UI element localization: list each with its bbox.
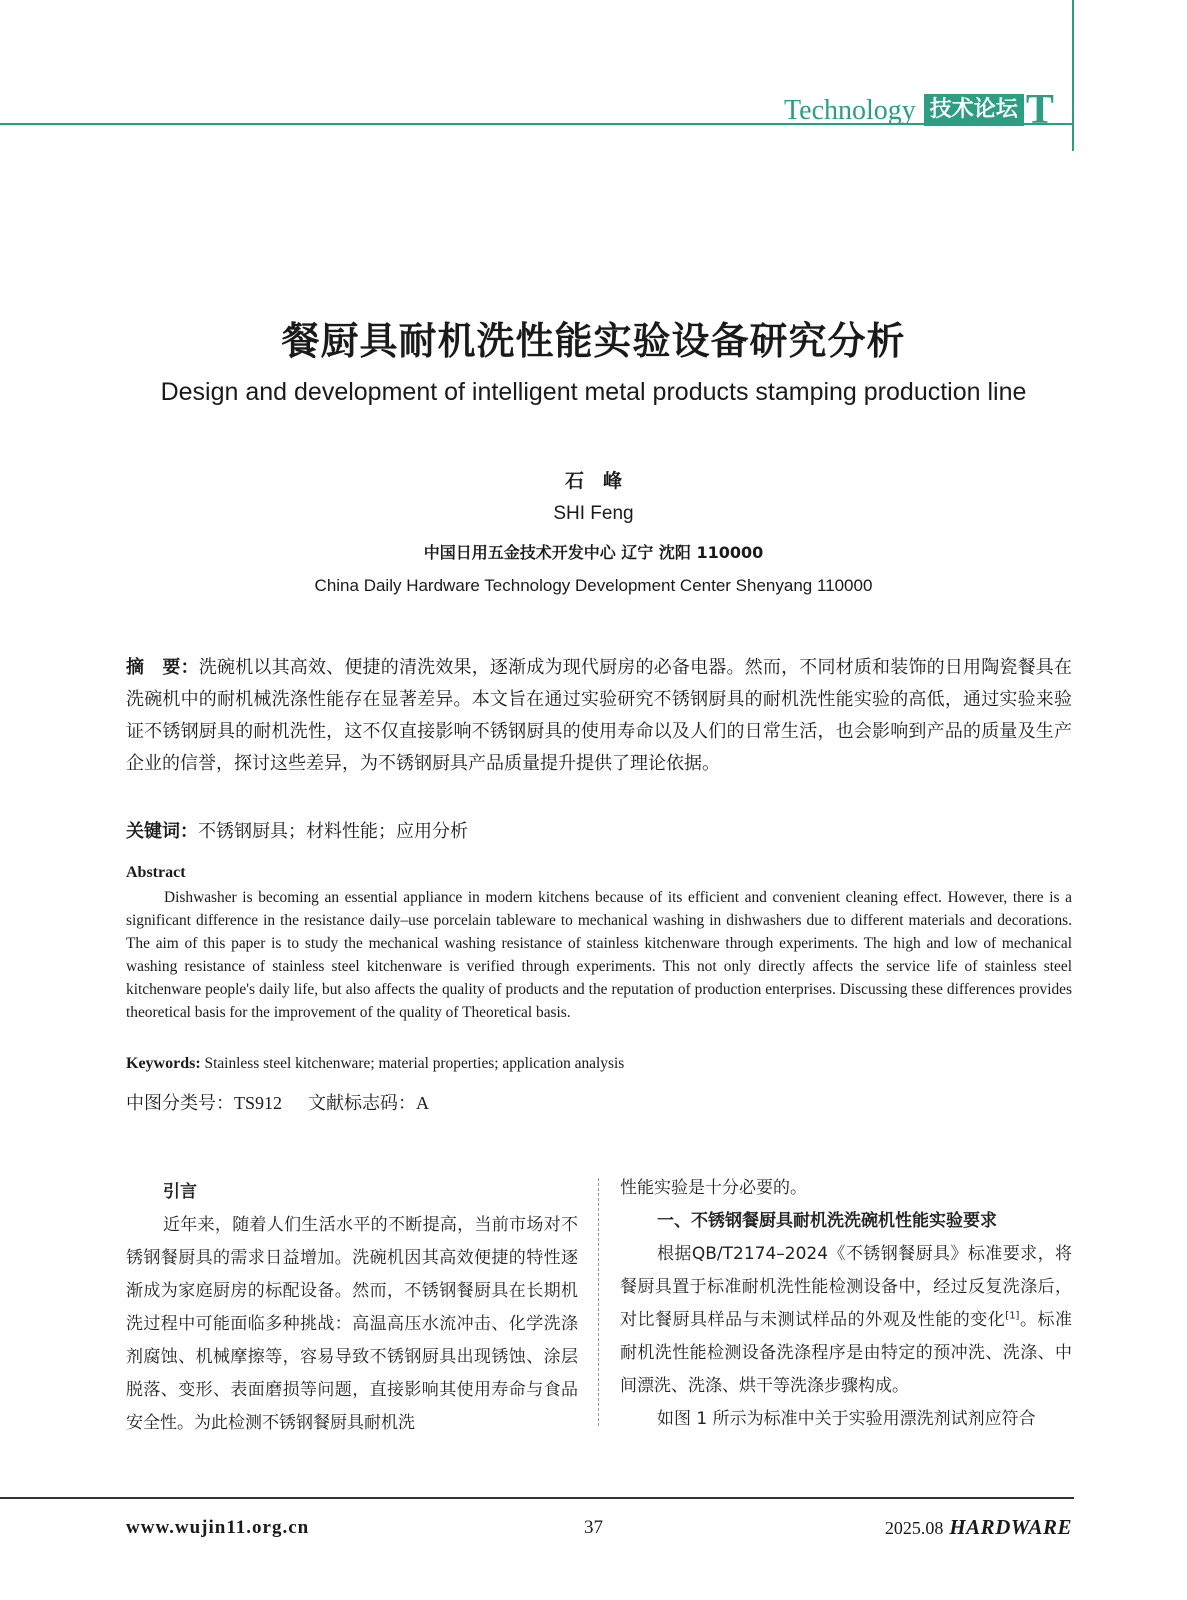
footer-issue [852, 1515, 1072, 1540]
keywords-en-text: Stainless steel kitchenware; material properties; application analysis [204, 1055, 625, 1072]
header-section-cn: 技术论坛 [924, 94, 1024, 126]
keywords-cn [126, 816, 1072, 848]
doc-code-value: A [416, 1093, 430, 1113]
page-number: 37 [584, 1517, 603, 1538]
body-right-column [620, 1172, 1072, 1436]
section1-heading: 一、不锈钢餐厨具耐机洗洗碗机性能实验要求 [657, 1211, 997, 1231]
footer-date: 2025.08 [884, 1518, 944, 1538]
section-header [784, 87, 1054, 133]
doc-code-label: 文献标志码： [308, 1093, 417, 1114]
keywords-cn-text: 不锈钢厨具；材料性能；应用分析 [198, 821, 468, 842]
keywords-cn-label: 关键词： [126, 821, 198, 842]
abstract-en-text: Dishwasher is becoming an essential appliance in modern kitchens because of its efficient and convenient cleaning effect. However, there is a significant difference in the resistance daily–use porcelain tableware to mechanical washing in dishwashers due to different materials and decorations. The aim of this paper is to study the mechanical washing resistance of stainless kitchenware through experiments. The high and low of mechanical washing resistance of stainless steel kitchenware is verified through experiments. This not only directly affects the service life of stainless steel kitchenware people's daily life, but also affects the quality of products and the reputation of production enterprises. Discussing these differences provides theoretical basis for the improvement of the quality of Theoretical basis. [126, 889, 1072, 1021]
classification [126, 1089, 429, 1115]
abstract-cn [126, 652, 1072, 780]
column-divider [598, 1178, 599, 1426]
affiliation-cn: 中国日用五金技术开发中心 辽宁 沈阳 110000 [423, 543, 764, 562]
footer-magazine: HARDWARE [949, 1515, 1072, 1539]
header-vertical-rule [1072, 0, 1074, 151]
intro-paragraph: 近年来，随着人们生活水平的不断提高，当前市场对不锈钢餐厨具的需求日益增加。洗碗机因其高效便捷的特性逐渐成为家庭厨房的标配设备。然而，不锈钢餐厨具在长期机洗过程中可能面临多种挑战：高温高压水流冲击、化学洗涤剂腐蚀、机械摩擦等，容易导致不锈钢厨具出现锈蚀、涂层脱落、变形、表面磨损等问题，直接影响其使用寿命与食品安全性。为此检测不锈钢餐厨具耐机洗 [126, 1215, 578, 1433]
abstract-en-heading: Abstract [126, 864, 186, 881]
section1-paragraph-1 [620, 1238, 1072, 1403]
title-cn: 餐厨具耐机洗性能实验设备研究分析 [281, 319, 906, 363]
footer-rule [0, 1497, 1074, 1499]
header-technology: Technology [784, 95, 916, 126]
author-cn: 石 峰 [564, 470, 622, 492]
author-en: SHI Feng [553, 503, 634, 524]
abstract-cn-text: 洗碗机以其高效、便捷的清洗效果，逐渐成为现代厨房的必备电器。然而，不同材质和装饰的日用陶瓷餐具在洗碗机中的耐机械洗涤性能存在显著差异。本文旨在通过实验研究不锈钢厨具的耐机洗性能实验的高低，通过实验来验证不锈钢厨具的耐机洗性，这不仅直接影响不锈钢厨具的使用寿命以及人们的日常生活，也会影响到产品的质量及生产企业的信誉，探讨这些差异，为不锈钢厨具产品质量提升提供了理论依据。 [126, 657, 1073, 774]
clc-label: 中图分类号： [126, 1093, 234, 1114]
affiliation-en: China Daily Hardware Technology Development Center Shenyang 110000 [314, 576, 873, 595]
section1-paragraph-2: 如图 1 所示为标准中关于实验用漂洗剂试剂应符合 [657, 1409, 1036, 1429]
keywords-en [126, 1052, 1072, 1075]
title-en: Design and development of intelligent metal products stamping production line [160, 378, 1027, 406]
body-left-column [126, 1176, 578, 1440]
footer-url[interactable]: www.wujin11.org.cn [126, 1517, 310, 1538]
reference-1[interactable]: [1] [1005, 1310, 1020, 1322]
section1-paragraph-1-end: 。标准耐机洗性能检测设备洗涤程序是由特定的预冲洗、洗涤、中间漂洗、洗涤、烘干等洗涤步骤构成。 [620, 1310, 1073, 1396]
header-letter: T [1025, 87, 1054, 133]
keywords-en-label: Keywords: [126, 1055, 201, 1072]
abstract-cn-label: 摘 要： [126, 657, 199, 678]
section1-paragraph-1-text: 根据QB/T2174–2024《不锈钢餐厨具》标准要求，将餐厨具置于标准耐机洗性能检测设备中，经过反复洗涤后，对比餐厨具样品与未测试样品的外观及性能的变化 [620, 1244, 1072, 1330]
intro-heading: 引言 [163, 1182, 197, 1202]
clc-value: TS912 [234, 1093, 283, 1113]
continuation-text: 性能实验是十分必要的。 [620, 1178, 807, 1198]
